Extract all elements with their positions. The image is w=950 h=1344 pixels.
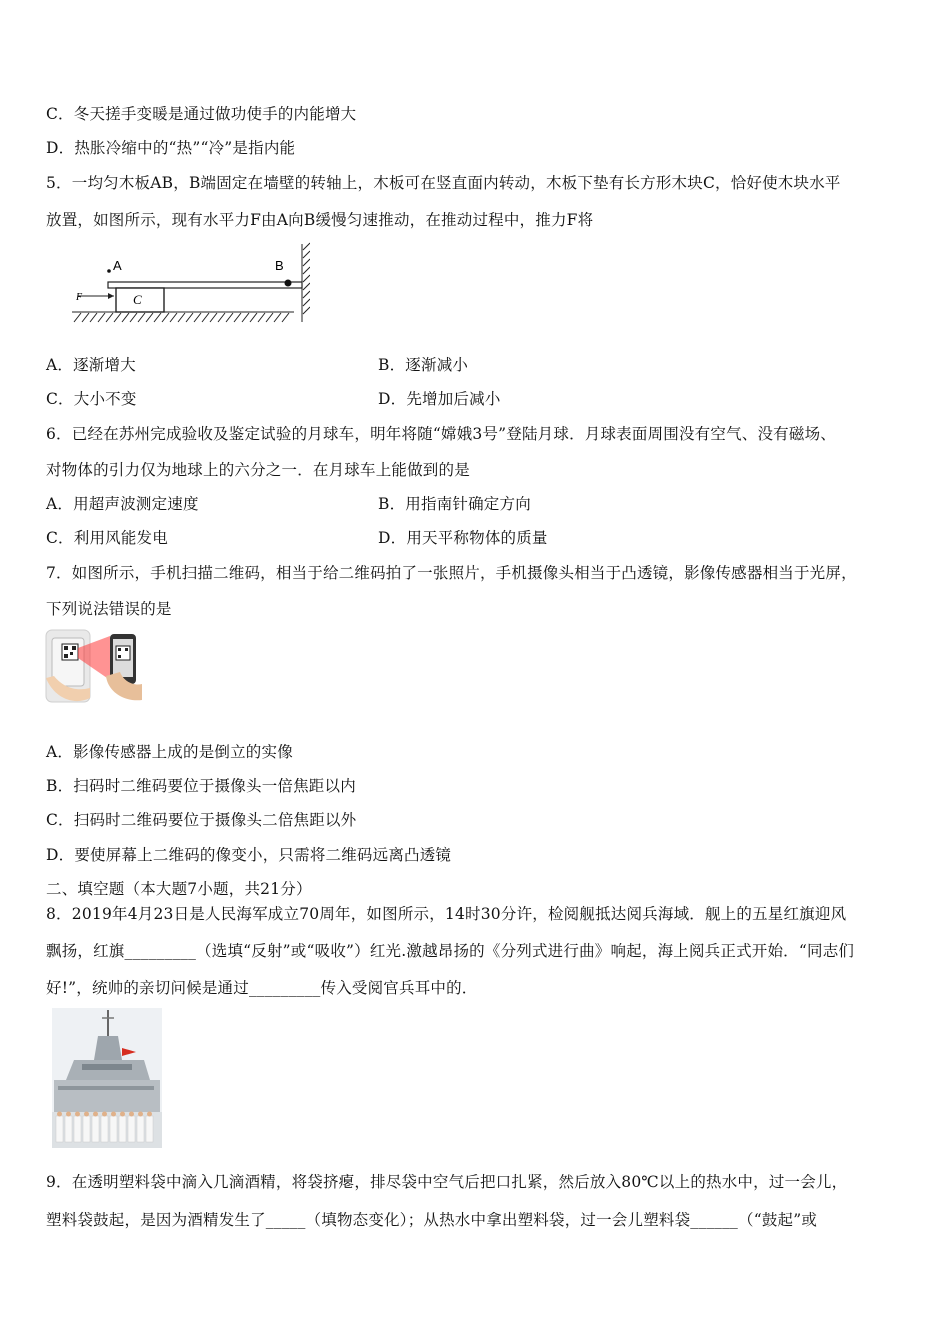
q7-option-a: A．影像传感器上成的是倒立的实像 <box>46 743 293 761</box>
q9-stem-line2: 塑料袋鼓起，是因为酒精发生了_____（填物态变化）；从热水中拿出塑料袋，过一会儿塑料袋______（“鼓起”或 <box>46 1211 818 1229</box>
q6-option-b: B．用指南针确定方向 <box>378 495 531 513</box>
q7-option-b: B．扫码时二维码要位于摄像头一倍焦距以内 <box>46 777 356 795</box>
section-2-heading: 二、填空题（本大题7小题，共21分） <box>46 880 312 898</box>
q5-stem-line1: 5．一均匀木板AB，B端固定在墙壁的转轴上，木板可在竖直面内转动，木板下垫有长方形木块C，恰好使木块水平 <box>46 174 841 192</box>
q7-option-c: C．扫码时二维码要位于摄像头二倍焦距以外 <box>46 811 357 829</box>
q7-stem-line2: 下列说法错误的是 <box>46 600 172 618</box>
navy-ship-photo <box>52 1008 162 1148</box>
board-ab <box>108 282 302 288</box>
q5-option-b: B．逐渐减小 <box>378 356 469 374</box>
q5-stem-line2: 放置，如图所示，现有水平力F由A向B缓慢匀速推动，在推动过程中，推力F将 <box>46 211 594 229</box>
q8-stem-line2: 飘扬，红旗_________（选填“反射”或“吸收”）红光.激越昂扬的《分列式进行曲》响起，海上阅兵正式开始．“同志们 <box>46 942 855 960</box>
q8-stem-line3: 好!”，统帅的亲切问候是通过_________传入受阅官兵耳中的． <box>46 979 478 997</box>
label-f: F <box>76 292 83 303</box>
label-b: B <box>275 258 284 273</box>
q4-option-d: D．热胀冷缩中的“热”“冷”是指内能 <box>46 139 296 157</box>
q4-option-c: C．冬天搓手变暖是通过做功使手的内能增大 <box>46 105 357 123</box>
q7-stem-line1: 7．如图所示，手机扫描二维码，相当于给二维码拍了一张照片，手机摄像头相当于凸透镜，影像传感器相当于光屏， <box>46 564 857 582</box>
q6-stem-line2: 对物体的引力仅为地球上的六分之一．在月球车上能做到的是 <box>46 461 470 479</box>
q5-option-d: D．先增加后减小 <box>378 390 501 408</box>
force-arrow <box>108 293 114 299</box>
label-a: A <box>113 258 122 273</box>
q6-stem-line1: 6．已经在苏州完成验收及鉴定试验的月球车，明年将随“嫦娥3号”登陆月球．月球表面周围没有空气、没有磁场、 <box>46 425 836 443</box>
qr-scan-photo <box>44 628 144 704</box>
pivot-b <box>285 280 292 287</box>
q8-stem-line1: 8．2019年4月23日是人民海军成立70周年，如图所示，14时30分许，检阅舰抵达阅兵海域．舰上的五星红旗迎风 <box>46 905 847 923</box>
point-a <box>107 269 111 273</box>
q6-option-c: C．利用风能发电 <box>46 529 168 547</box>
q5-board-figure <box>60 242 310 328</box>
q6-option-a: A．用超声波测定速度 <box>46 495 199 513</box>
label-c: C <box>133 292 142 307</box>
q7-option-d: D．要使屏幕上二维码的像变小，只需将二维码远离凸透镜 <box>46 846 452 864</box>
q5-option-c: C．大小不变 <box>46 390 137 408</box>
q6-option-d: D．用天平称物体的质量 <box>378 529 548 547</box>
q9-stem-line1: 9．在透明塑料袋中滴入几滴酒精，将袋挤瘪，排尽袋中空气后把口扎紧，然后放入80℃以上的热水中，过一会儿， <box>46 1173 848 1191</box>
q5-option-a: A．逐渐增大 <box>46 356 136 374</box>
